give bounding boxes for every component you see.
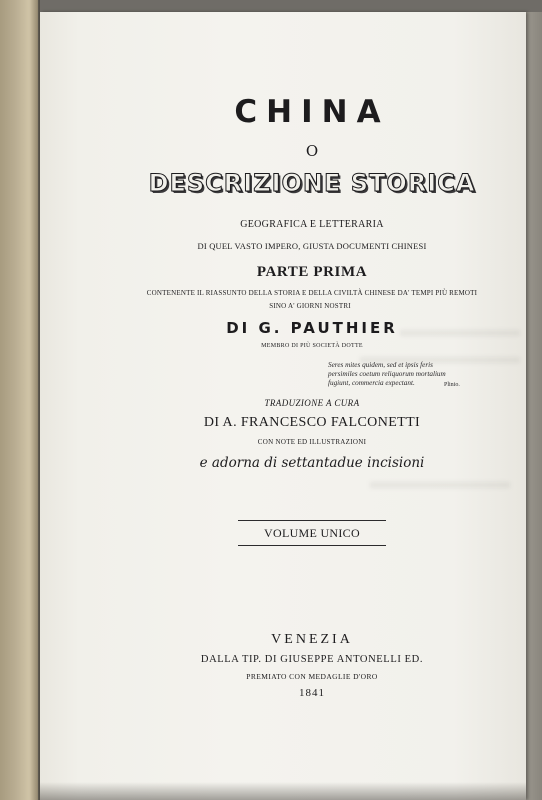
- contents-line-2: SINO A' GIORNI NOSTRI: [269, 302, 351, 310]
- page-bottom-shadow: [40, 782, 526, 800]
- binding-shadow: [30, 0, 40, 800]
- book-subtitle: DESCRIZIONE STORICA: [148, 169, 476, 197]
- epigraph-attribution: Plinio.: [444, 382, 460, 388]
- title-conjunction: O: [305, 142, 319, 160]
- subtitle-line-3: DI QUEL VASTO IMPERO, GIUSTA DOCUMENTI CHINESI: [197, 241, 427, 251]
- show-through: [370, 482, 510, 488]
- subtitle-line-2: GEOGRAFICA E LETTERARIA: [240, 219, 384, 230]
- illustrations-line: e adorna di settantadue incisioni: [199, 455, 425, 471]
- imprint-year: 1841: [299, 687, 325, 699]
- epigraph-line-1: Seres mites quidem, sed et ipsis feris: [328, 361, 433, 369]
- volume-rule-bottom: [238, 545, 386, 546]
- page-stack-edge: [526, 12, 542, 800]
- imprint-city: VENEZIA: [271, 632, 353, 647]
- part-heading: PARTE PRIMA: [256, 264, 368, 280]
- epigraph-line-2: persimiles coetum reliquorum mortalium: [328, 370, 446, 378]
- imprint-publisher: DALLA TIP. DI GIUSEPPE ANTONELLI ED.: [200, 654, 424, 665]
- author-name: DI G. PAUTHIER: [226, 319, 398, 337]
- volume-rule-top: [238, 520, 386, 521]
- title-page: [40, 12, 526, 800]
- epigraph-line-3: fugiunt, commercia expectant.: [328, 379, 415, 387]
- translator-name: DI A. FRANCESCO FALCONETTI: [203, 415, 421, 430]
- translation-label: TRADUZIONE A CURA: [264, 398, 360, 408]
- author-credentials: MEMBRO DI PIÙ SOCIETÀ DOTTE: [261, 343, 363, 349]
- volume-label: VOLUME UNICO: [264, 526, 360, 540]
- notes-line: CON NOTE ED ILLUSTRAZIONI: [257, 438, 367, 446]
- imprint-award: PREMIATO CON MEDAGLIE D'ORO: [246, 672, 378, 681]
- book-title: CHINA: [234, 94, 390, 130]
- contents-line-1: CONTENENTE IL RIASSUNTO DELLA STORIA E DELLA CIVILTÀ CHINESE DA' TEMPI PIÙ REMOTI: [146, 289, 478, 297]
